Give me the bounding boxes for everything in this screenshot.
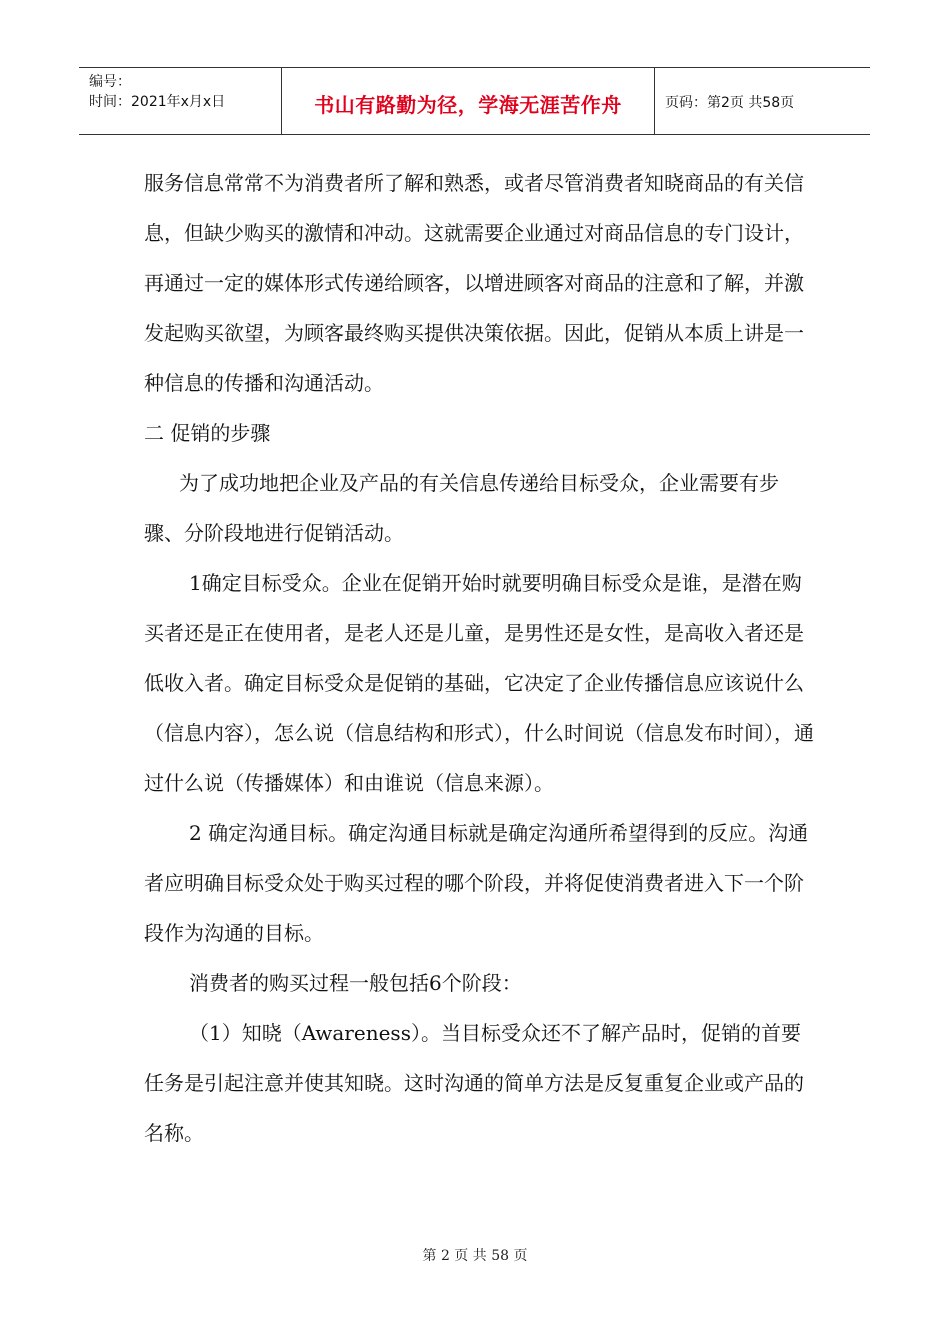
page-footer: 第 2 页 共 58 页 <box>422 1248 528 1264</box>
header-meta <box>79 68 282 134</box>
header-page-info: 页码：第2页 共58页 <box>665 95 795 111</box>
document-number-label: 编号： <box>89 74 131 90</box>
paragraph-stages-intro: 消费者的购买过程一般包括6个阶段： <box>189 971 522 995</box>
paragraph-step-2: 2 确定沟通目标。确定沟通目标就是确定沟通所希望得到的反应。沟通者应明确目标受众处于购买过程的哪个阶段，并将促使消费者进入下一个阶段作为沟通的目标。 <box>144 821 809 945</box>
section-heading: 二 促销的步骤 <box>144 421 271 445</box>
paragraph-step-1: 1确定目标受众。企业在促销开始时就要明确目标受众是谁，是潜在购买者还是正在使用者，是老人还是儿童，是男性还是女性，是高收入者还是低收入者。确定目标受众是促销的基础，它决定了企业传播信息应该说什么（信息内容），怎么说（信息结构和形式），什么时间说（信息发布时间），通过什么说（传播媒体）和由谁说（信息来源）。 <box>144 571 814 795</box>
document-body <box>144 158 814 1158</box>
document-time-label: 时间：2021年x月x日 <box>89 94 226 110</box>
header-motto: 书山有路勤为径，学海无涯苦作舟 <box>282 68 655 134</box>
paragraph-stage-awareness: （1）知晓（Awareness）。当目标受众还不了解产品时，促销的首要任务是引起注意并使其知晓。这时沟通的简单方法是反复重复企业或产品的名称。 <box>144 1021 804 1145</box>
paragraph-intro: 为了成功地把企业及产品的有关信息传递给目标受众，企业需要有步骤、分阶段地进行促销活动。 <box>144 471 779 545</box>
paragraph-continued: 服务信息常常不为消费者所了解和熟悉，或者尽管消费者知晓商品的有关信息，但缺少购买的激情和冲动。这就需要企业通过对商品信息的专门设计，再通过一定的媒体形式传递给顾客，以增进顾客对商品的注意和了解，并激发起购买欲望，为顾客最终购买提供决策依据。因此，促销从本质上讲是一种信息的传播和沟通活动。 <box>144 171 804 395</box>
page-header <box>79 67 870 135</box>
